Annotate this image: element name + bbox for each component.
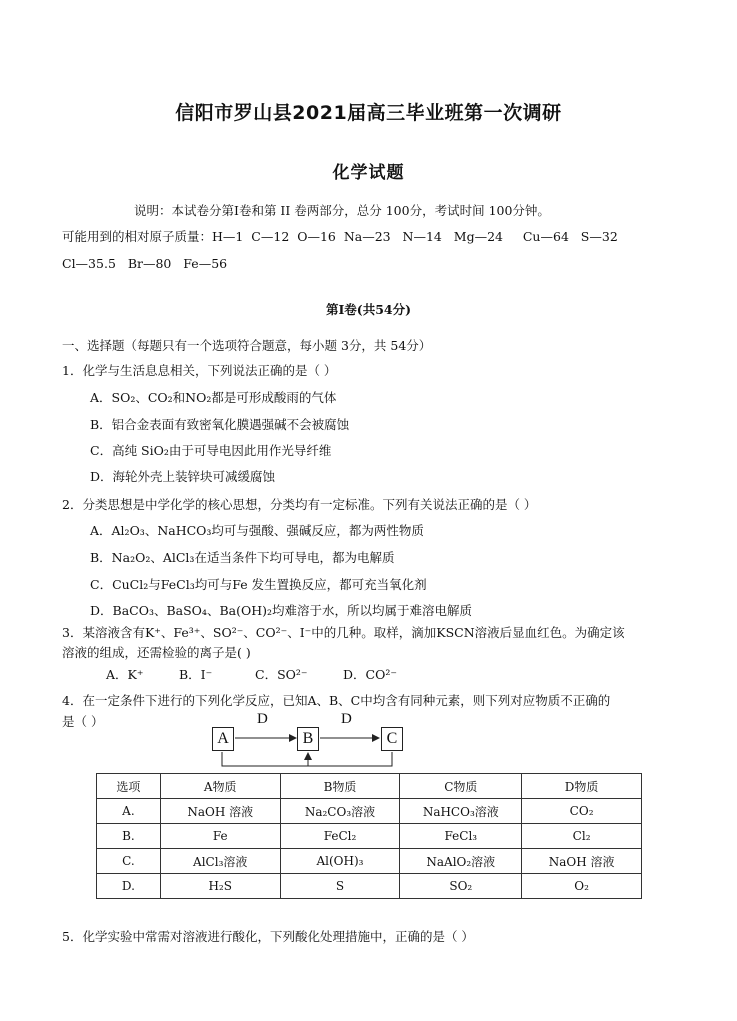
section-heading: 一、选择题（每题只有一个选项符合题意，每小题 3分，共 54分） (62, 338, 432, 353)
table-cell: FeCl₂ (280, 824, 400, 849)
table-cell: C. (97, 849, 161, 874)
q3-option-a: A．K⁺ (106, 667, 144, 682)
table-header-cell: A物质 (160, 774, 280, 799)
reagent-label-1: D (257, 711, 268, 727)
table-cell: B. (97, 824, 161, 849)
table-cell: Fe (160, 824, 280, 849)
q4-options-table (96, 773, 642, 899)
q1-option-d: D．海轮外壳上装锌块可减缓腐蚀 (90, 469, 276, 484)
table-row (97, 874, 642, 899)
table-cell: H₂S (160, 874, 280, 899)
table-cell: AlCl₃溶液 (160, 849, 280, 874)
table-cell: NaAlO₂溶液 (400, 849, 522, 874)
table-header-cell: B物质 (280, 774, 400, 799)
table-cell: Al(OH)₃ (280, 849, 400, 874)
exam-title: 信阳市罗山县2021届高三毕业班第一次调研 (175, 102, 562, 124)
table-row (97, 799, 642, 824)
table-cell: Cl₂ (522, 824, 642, 849)
part-one-heading: 第Ⅰ卷(共54分) (325, 302, 412, 317)
atomic-masses-line-1: 可能用到的相对原子质量：H—1 C—12 O—16 Na—23 N—14 Mg—24 Cu—64 S—32 (62, 229, 618, 244)
node-a: A (212, 727, 234, 751)
q2-option-c: C．CuCl₂与FeCl₃均可与Fe 发生置换反应，都可充当氧化剂 (90, 577, 427, 592)
return-line (222, 752, 392, 766)
table-cell: NaOH 溶液 (522, 849, 642, 874)
table-cell: A. (97, 799, 161, 824)
q2-option-b: B．Na₂O₂、AlCl₃在适当条件下均可导电，都为电解质 (90, 550, 395, 565)
table-cell: S (280, 874, 400, 899)
q2-stem: 2．分类思想是中学化学的核心思想，分类均有一定标准。下列有关说法正确的是（ ） (62, 497, 537, 512)
q3-stem-line-1: 3．某溶液含有K⁺、Fe³⁺、SO²⁻、CO²⁻、I⁻中的几种。取样，滴加KSCN溶液后显血红色。为确定该 (62, 625, 625, 640)
table-cell: SO₂ (400, 874, 522, 899)
node-b: B (297, 727, 319, 751)
q1-option-b: B．铝合金表面有致密氧化膜遇强碱不会被腐蚀 (90, 417, 350, 432)
q2-option-d: D．BaCO₃、BaSO₄、Ba(OH)₂均难溶于水，所以均属于难溶电解质 (90, 603, 472, 618)
table-header-cell: 选项 (97, 774, 161, 799)
q5-stem: 5．化学实验中常需对溶液进行酸化，下列酸化处理措施中，正确的是（ ） (62, 929, 474, 944)
q4-stem-line-2: 是（ ） (62, 714, 104, 729)
q1-option-c: C．高纯 SiO₂由于可导电因此用作光导纤维 (90, 443, 332, 458)
table-header-cell: C物质 (400, 774, 522, 799)
q4-stem-line-1: 4．在一定条件下进行的下列化学反应，已知A、B、C中均含有同种元素，则下列对应物质不正确的 (62, 693, 611, 708)
exam-note: 说明：本试卷分第Ⅰ卷和第 II 卷两部分，总分 100分，考试时间 100分钟。 (134, 203, 550, 218)
q3-option-b: B．I⁻ (179, 667, 213, 682)
table-row (97, 824, 642, 849)
node-c: C (381, 727, 403, 751)
table-cell: CO₂ (522, 799, 642, 824)
table-cell: O₂ (522, 874, 642, 899)
exam-subtitle: 化学试题 (332, 163, 405, 183)
table-cell: Na₂CO₃溶液 (280, 799, 400, 824)
table-cell: D. (97, 874, 161, 899)
table-header-cell: D物质 (522, 774, 642, 799)
q1-option-a: A．SO₂、CO₂和NO₂都是可形成酸雨的气体 (90, 390, 337, 405)
table-cell: NaOH 溶液 (160, 799, 280, 824)
q3-option-c: C．SO²⁻ (255, 667, 308, 682)
q1-stem: 1．化学与生活息息相关，下列说法正确的是（ ） (62, 363, 337, 378)
reagent-label-2: D (341, 711, 352, 727)
table-header-row (97, 774, 642, 799)
q3-option-d: D．CO²⁻ (343, 667, 397, 682)
q3-stem-line-2: 溶液的组成，还需检验的离子是( ) (62, 645, 251, 660)
atomic-masses-line-2: Cl—35.5 Br—80 Fe—56 (62, 256, 228, 271)
table-row (97, 849, 642, 874)
table-cell: NaHCO₃溶液 (400, 799, 522, 824)
q2-option-a: A．Al₂O₃、NaHCO₃均可与强酸、强碱反应，都为两性物质 (90, 523, 424, 538)
table-cell: FeCl₃ (400, 824, 522, 849)
